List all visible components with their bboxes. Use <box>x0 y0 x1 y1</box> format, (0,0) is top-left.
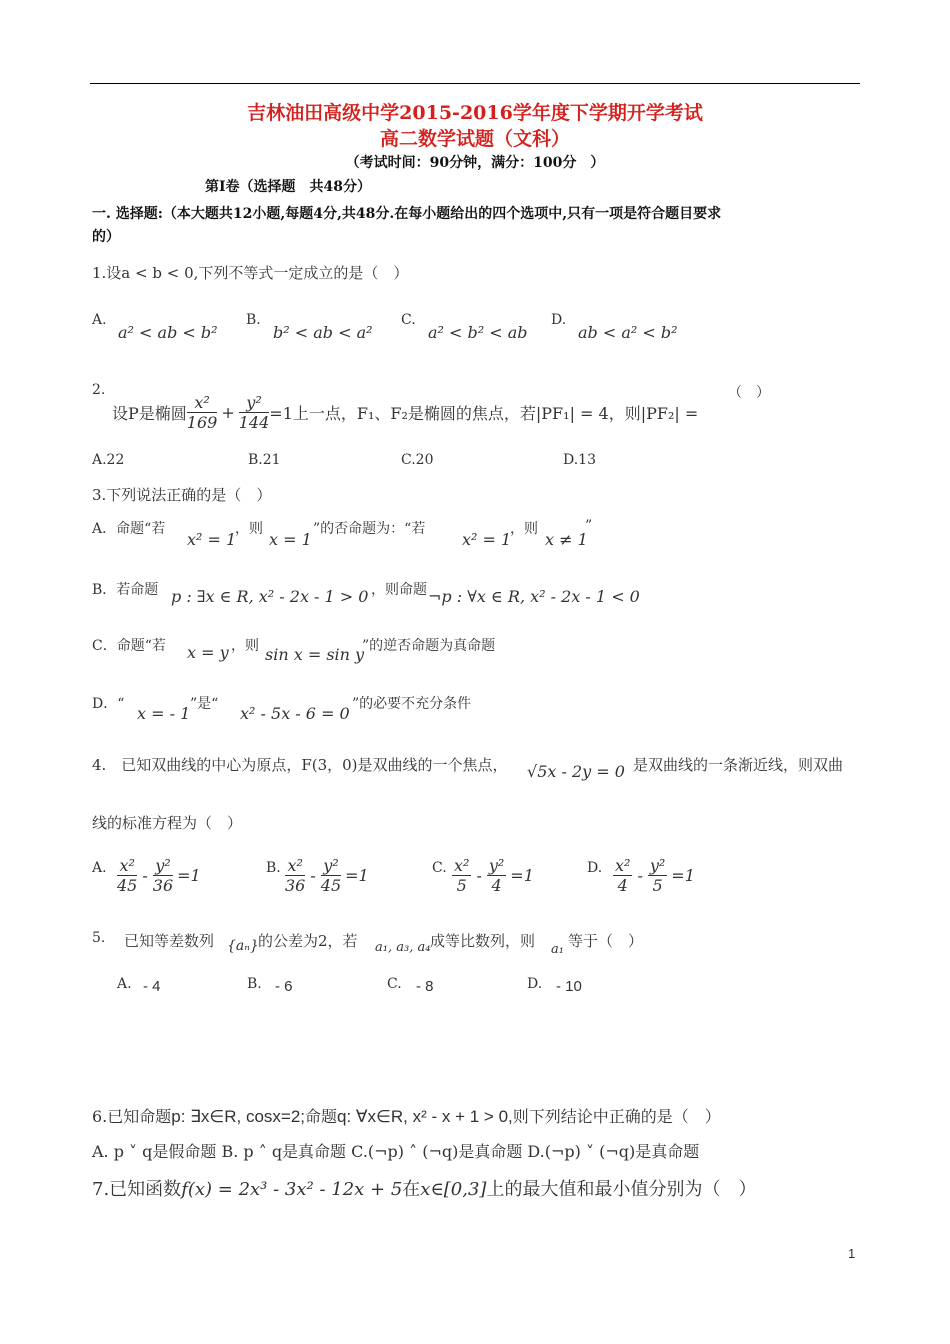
q2-plus: + <box>221 403 235 423</box>
q4-b-den1: 36 <box>285 876 306 896</box>
q3-d-mid: ”是“ <box>190 696 219 712</box>
volume-heading: 第Ⅰ卷（选择题 共48分） <box>205 179 372 195</box>
q1-option-d-label: D. <box>551 312 567 328</box>
q3-a-math2: x = 1 <box>269 530 312 549</box>
exam-subtitle: 高二数学试题（文科） <box>379 128 570 150</box>
q1-option-a: a² < ab < b² <box>118 323 218 342</box>
exam-title: 吉林油田高级中学2015-2016学年度下学期开学考试 <box>247 102 703 124</box>
q4-c-minus: - <box>476 866 482 886</box>
q5-sequence: {aₙ} <box>227 938 259 954</box>
q7-domain: x∈[0,3] <box>420 1179 487 1200</box>
q4-c-num1: x² <box>454 856 470 875</box>
q2-stem-post: =1上一点，F₁、F₂是椭圆的焦点，若|PF₁| = 4，则|PF₂| = <box>269 404 699 424</box>
q3-d-end: ”的必要不充分条件 <box>352 696 472 712</box>
q4-d-num2: y² <box>649 856 666 875</box>
q4-c-frac2 <box>487 856 506 895</box>
q4-d-minus: - <box>637 866 643 886</box>
q3-b-math2: ¬p : ∀x ∈ R, x² - 2x - 1 < 0 <box>428 587 640 606</box>
q3-a-mid: ，则 <box>235 521 263 537</box>
q4-stem-post: 是双曲线的一条渐近线，则双曲 <box>633 756 844 774</box>
question-7-stem <box>92 1175 756 1201</box>
q7-function: f(x) = 2x³ - 3x² - 12x + 5 <box>181 1179 403 1200</box>
q1-option-c: a² < b² < ab <box>428 323 528 342</box>
q3-a-end: ” <box>585 518 593 534</box>
q2-option-a: A.22 <box>92 452 125 468</box>
q1-option-c-label: C. <box>401 312 416 328</box>
q4-option-b <box>285 856 369 895</box>
q5-number: 5. <box>92 930 106 946</box>
q4-b-num2: y² <box>321 856 341 876</box>
q3-a-math4: x ≠ 1 <box>545 530 588 549</box>
q4-c-den2: 4 <box>491 876 502 896</box>
q4-b-num1: x² <box>285 856 305 876</box>
q2-fraction-x <box>187 393 218 432</box>
q4-a-minus: - <box>142 866 148 886</box>
q3-c-mid: ，则 <box>231 638 259 654</box>
q4-a-num1: x² <box>117 856 137 876</box>
q5-option-c-label: C. <box>387 976 402 992</box>
q4-a-frac2 <box>153 856 173 895</box>
q4-b-den2: 45 <box>320 876 342 896</box>
q3-option-c-pre: C．命题“若 <box>92 638 166 654</box>
q3-b-mid: ，则命题 <box>371 582 427 598</box>
q4-d-num1: x² <box>615 856 631 875</box>
q6-q-definition: q: ∀x∈R, x² - x + 1 > 0, <box>337 1107 513 1126</box>
q3-a-math3: x² = 1 <box>462 530 512 549</box>
q4-asymptote: √5x - 2y = 0 <box>527 762 625 781</box>
q4-a-frac1 <box>117 856 137 895</box>
q3-a-math1: x² = 1 <box>187 530 237 549</box>
q4-b-minus: - <box>310 866 316 886</box>
q2-option-b: B.21 <box>248 452 281 468</box>
q1-option-a-label: A. <box>92 312 107 328</box>
q5-option-b-label: B. <box>247 976 262 992</box>
q5-terms: a₁, a₃, a₄ <box>375 940 431 955</box>
q4-b-frac1 <box>285 856 305 895</box>
q3-c-math1: x = y <box>187 643 229 662</box>
q2-frac2-num: y² <box>239 393 270 413</box>
q4-c-num2: y² <box>488 856 505 875</box>
q4-option-a-label: A. <box>92 860 107 876</box>
q3-option-a-pre: A．命题“若 <box>92 521 166 537</box>
q5-stem-mid2: 成等比数列，则 <box>430 932 536 950</box>
question-3-stem: 3.下列说法正确的是（ ） <box>92 486 272 504</box>
q2-frac1-den: 169 <box>186 413 218 433</box>
q4-option-b-label: B. <box>266 860 281 876</box>
q4-a-den1: 45 <box>117 876 138 896</box>
page-number: 1 <box>848 1246 856 1261</box>
q2-number: 2. <box>92 382 106 398</box>
question-6-stem <box>92 1104 721 1127</box>
q3-a-mid3: ，则 <box>510 521 538 537</box>
question-4-stem: 4. 已知双曲线的中心为原点，F(3，0)是双曲线的一个焦点， <box>92 756 508 774</box>
q7-stem-post: 上的最大值和最小值分别为（ ） <box>486 1179 757 1200</box>
q4-d-eq: =1 <box>671 866 695 886</box>
q5-option-d-label: D. <box>527 976 543 992</box>
q4-a-den2: 36 <box>152 876 174 896</box>
q2-answer-paren: （ ） <box>728 385 770 401</box>
q6-options: A. p ˅ q是假命题 B. p ˄ q是真命题 C.(¬p) ˄ (¬q)是真命题 D.(¬p) ˅ (¬q)是真命题 <box>92 1142 700 1161</box>
q2-frac1-num: x² <box>187 393 218 413</box>
section-heading-cont: 的） <box>92 229 120 245</box>
section-heading: 一. 选择题:（本大题共12小题,每题4分,共48分.在每小题给出的四个选项中,只有一项是符合题目要求 <box>92 206 722 222</box>
question-5-stem: 已知等差数列 <box>124 932 215 950</box>
q6-mid: 命题 <box>305 1107 338 1126</box>
q4-c-eq: =1 <box>510 866 534 886</box>
q4-stem-line2: 线的标准方程为（ ） <box>92 814 243 832</box>
q1-option-b: b² < ab < a² <box>273 323 373 342</box>
q2-fraction-y <box>239 393 270 432</box>
q4-option-a <box>117 856 201 895</box>
q4-d-frac1 <box>613 856 632 895</box>
q3-c-end: ”的逆否命题为真命题 <box>362 638 496 654</box>
q4-d-den2: 5 <box>652 876 663 896</box>
q3-option-b-pre: B．若命题 <box>92 582 159 598</box>
q4-option-d <box>613 856 695 895</box>
q3-d-math1: x = - 1 <box>137 704 191 723</box>
header-rule <box>90 83 860 84</box>
q4-d-frac2 <box>648 856 667 895</box>
q7-mid: 在 <box>402 1179 421 1200</box>
q2-frac2-den: 144 <box>238 413 270 433</box>
q1-option-d: ab < a² < b² <box>578 323 678 342</box>
question-2-stem <box>112 393 698 432</box>
q4-a-num2: y² <box>153 856 173 876</box>
q5-a1: a₁ <box>551 942 564 957</box>
q7-stem-pre: 7.已知函数 <box>92 1179 182 1200</box>
q3-d-math2: x² - 5x - 6 = 0 <box>240 704 350 723</box>
q5-option-d: - 10 <box>556 978 582 995</box>
q4-option-c <box>452 856 534 895</box>
q4-option-d-label: D. <box>587 860 603 876</box>
q4-b-eq: =1 <box>345 866 369 886</box>
q5-option-a-label: A. <box>117 976 132 992</box>
q4-c-den1: 5 <box>456 876 467 896</box>
q5-option-a: - 4 <box>143 978 161 995</box>
q5-option-c: - 8 <box>416 978 434 995</box>
q3-c-math2: sin x = sin y <box>265 645 365 664</box>
q2-option-c: C.20 <box>401 452 434 468</box>
q4-d-den1: 4 <box>617 876 628 896</box>
q3-option-d-pre: D．“ <box>92 696 125 712</box>
q5-stem-post: 等于（ ） <box>568 932 644 950</box>
question-1-stem: 1.设a < b < 0,下列不等式一定成立的是（ ） <box>92 264 409 282</box>
q3-b-math1: p : ∃x ∈ R, x² - 2x - 1 > 0 <box>171 587 369 606</box>
exam-info: （考试时间：90分钟，满分：100分 ） <box>345 155 605 171</box>
q4-b-frac2 <box>321 856 341 895</box>
q4-c-frac1 <box>452 856 471 895</box>
q2-stem-pre: 设P是椭圆 <box>112 404 187 424</box>
q6-p-definition: p: ∃x∈R, cosx=2; <box>171 1107 306 1126</box>
q6-stem-post: 则下列结论中正确的是（ ） <box>512 1107 721 1126</box>
q4-a-eq: =1 <box>177 866 201 886</box>
q5-option-b: - 6 <box>275 978 293 995</box>
q2-option-d: D.13 <box>563 452 596 468</box>
q6-stem-pre: 6.已知命题 <box>92 1107 172 1126</box>
q5-stem-mid: 的公差为2，若 <box>258 932 358 950</box>
q1-option-b-label: B. <box>246 312 261 328</box>
q3-a-mid2: ”的否命题为：“若 <box>313 521 426 537</box>
q4-option-c-label: C. <box>432 860 447 876</box>
